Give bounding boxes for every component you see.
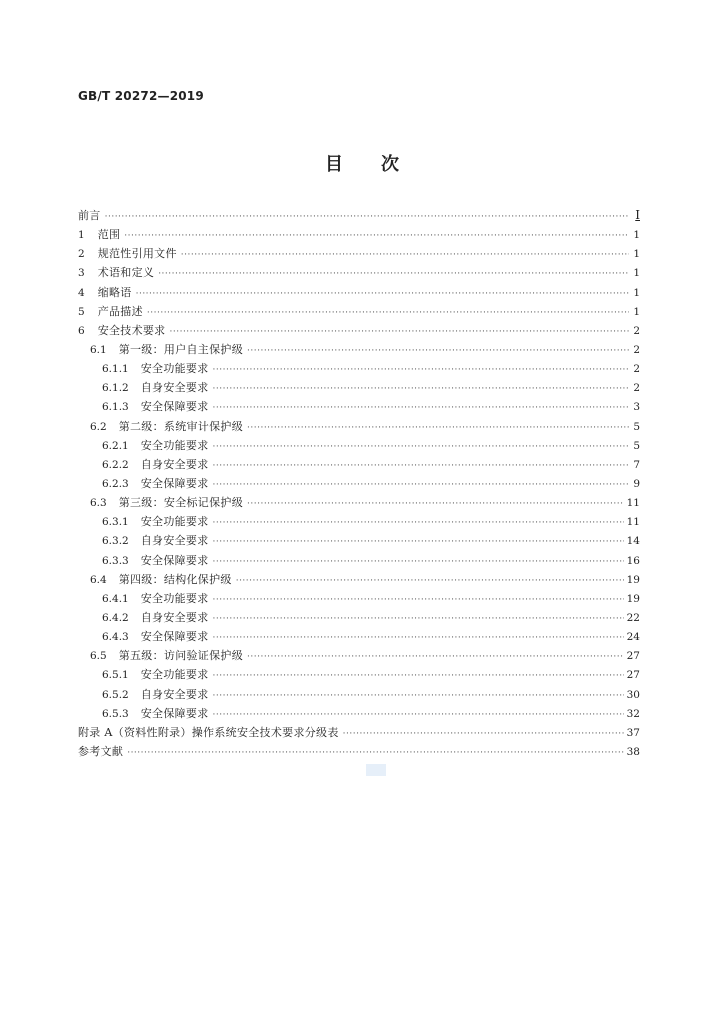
toc-entry-page: 7 [633, 458, 640, 471]
toc-entry-number: 6.3.3 [102, 554, 129, 567]
toc-entry-label: 术语和定义 [97, 266, 155, 280]
dot-leader [213, 438, 629, 457]
dot-leader [247, 648, 624, 667]
toc-entry-page: 1 [633, 248, 640, 261]
toc-entry-page: 24 [626, 631, 640, 644]
dot-leader [213, 553, 624, 572]
toc-entry[interactable] [78, 589, 640, 608]
toc-entry[interactable] [78, 627, 640, 646]
toc-entry-page: 5 [633, 439, 640, 452]
dot-leader [147, 304, 629, 323]
dot-leader [213, 476, 629, 495]
toc-entry-page: 3 [633, 401, 640, 414]
toc-entry-page: 1 [633, 286, 640, 299]
dot-leader [158, 265, 629, 284]
dot-leader [213, 399, 629, 418]
toc-entry-label: 安全保障要求 [140, 400, 209, 414]
dot-leader [124, 227, 629, 246]
dot-leader [247, 419, 629, 438]
toc-entry[interactable] [78, 646, 640, 665]
toc-entry-number: 6.2.3 [102, 477, 129, 490]
toc-entry-number: 6.3 [90, 497, 107, 510]
dot-leader [213, 457, 629, 476]
dot-leader [343, 725, 624, 744]
toc-entry-label: 第五级：访问验证保护级 [118, 649, 244, 663]
toc-entry-page: 2 [633, 324, 640, 337]
toc-entry[interactable] [78, 665, 640, 684]
table-of-contents [78, 206, 640, 761]
toc-entry-page: 11 [626, 497, 640, 510]
dot-leader [213, 629, 624, 648]
dot-leader [213, 667, 624, 686]
dot-leader [213, 380, 629, 399]
toc-entry-number: 6.5.1 [102, 669, 129, 682]
toc-entry-number: 6 [78, 324, 85, 337]
toc-entry-page: 37 [626, 726, 640, 739]
dot-leader [213, 591, 624, 610]
toc-entry-label: 产品描述 [97, 304, 143, 318]
toc-entry-label: 范围 [97, 228, 121, 242]
toc-entry-number: 3 [78, 267, 85, 280]
dot-leader [213, 687, 624, 706]
toc-entry-number: 6.2.1 [102, 439, 129, 452]
toc-entry-number: 6.4.1 [102, 592, 129, 605]
toc-entry[interactable] [78, 263, 640, 282]
toc-entry[interactable] [78, 397, 640, 416]
toc-entry-number: 6.3.1 [102, 516, 129, 529]
toc-entry[interactable] [78, 302, 640, 321]
toc-entry-number: 6.5.2 [102, 688, 129, 701]
toc-entry-label: 安全技术要求 [97, 323, 166, 337]
dot-leader [213, 514, 624, 533]
toc-entry[interactable] [78, 512, 640, 531]
toc-entry[interactable] [78, 283, 640, 302]
dot-leader [247, 495, 624, 514]
toc-entry-number: 6.3.2 [102, 535, 129, 548]
toc-entry-page: 19 [626, 592, 640, 605]
toc-entry-page: 27 [626, 669, 640, 682]
toc-entry-label: 安全保障要求 [140, 553, 209, 567]
dot-leader [213, 533, 624, 552]
toc-entry-number: 6.4 [90, 573, 107, 586]
toc-entry-page: 22 [626, 611, 640, 624]
toc-entry-page: 1 [633, 267, 640, 280]
toc-entry[interactable] [78, 704, 640, 723]
toc-entry-label: 第三级：安全标记保护级 [118, 496, 244, 510]
dot-leader [247, 342, 629, 361]
title-char-2: 次 [381, 154, 399, 175]
toc-entry-page: 11 [626, 516, 640, 529]
toc-entry[interactable] [78, 608, 640, 627]
toc-entry-label: 前言 [78, 209, 101, 222]
toc-entry-label: 自身安全要求 [140, 457, 209, 471]
toc-entry-page: 9 [633, 477, 640, 490]
toc-entry-page: 2 [633, 343, 640, 356]
title-char-1: 目 [325, 154, 343, 175]
toc-entry-page: 27 [626, 650, 640, 663]
toc-entry-label: 规范性引用文件 [97, 247, 177, 261]
toc-entry-label: 缩略语 [97, 285, 132, 299]
toc-entry[interactable] [78, 551, 640, 570]
toc-entry-number: 6.4.3 [102, 631, 129, 644]
page-title [0, 150, 724, 176]
toc-entry-number: 6.1.3 [102, 401, 129, 414]
toc-entry-page: 16 [626, 554, 640, 567]
toc-entry[interactable] [78, 455, 640, 474]
toc-entry-label: 自身安全要求 [140, 610, 209, 624]
toc-entry-label: 自身安全要求 [140, 381, 209, 395]
toc-entry-number: 1 [78, 229, 85, 242]
toc-entry-label: 安全功能要求 [140, 591, 209, 605]
toc-entry-number: 2 [78, 248, 85, 261]
toc-entry-page: 19 [626, 573, 640, 586]
dot-leader [136, 285, 629, 304]
toc-entry[interactable] [78, 570, 640, 589]
toc-entry[interactable] [78, 340, 640, 359]
dot-leader [181, 246, 629, 265]
toc-entry[interactable] [78, 723, 640, 742]
toc-entry-label: 附录 A（资料性附录）操作系统安全技术要求分级表 [78, 725, 339, 739]
toc-entry-number: 6.2.2 [102, 458, 129, 471]
toc-entry[interactable] [78, 417, 640, 436]
toc-entry-number: 6.5 [90, 650, 107, 663]
toc-entry-page: 1 [633, 305, 640, 318]
toc-entry-number: 6.1.1 [102, 363, 129, 376]
toc-entry-number: 6.1 [90, 343, 107, 356]
toc-entry-label: 安全功能要求 [140, 438, 209, 452]
toc-entry-page: Ⅰ [635, 208, 640, 222]
dot-leader [105, 208, 629, 227]
toc-entry-page: 1 [633, 229, 640, 242]
toc-entry[interactable] [78, 225, 640, 244]
toc-entry[interactable] [78, 206, 640, 225]
toc-entry[interactable] [78, 742, 640, 761]
toc-entry-label: 参考文献 [78, 744, 124, 758]
toc-entry-label: 安全保障要求 [140, 630, 209, 644]
dot-leader [213, 610, 624, 629]
toc-entry[interactable] [78, 493, 640, 512]
toc-entry-page: 2 [633, 363, 640, 376]
toc-entry-label: 第二级：系统审计保护级 [118, 419, 244, 433]
toc-entry-number: 4 [78, 286, 85, 299]
standard-code: GB/T 20272—2019 [78, 89, 204, 103]
toc-entry-label: 安全功能要求 [140, 362, 209, 376]
toc-entry-label: 安全保障要求 [140, 706, 209, 720]
toc-entry[interactable] [78, 531, 640, 550]
toc-entry[interactable] [78, 244, 640, 263]
dot-leader [213, 361, 629, 380]
toc-entry-label: 自身安全要求 [140, 687, 209, 701]
toc-entry-number: 6.4.2 [102, 611, 129, 624]
toc-entry-number: 5 [78, 305, 85, 318]
toc-entry-label: 自身安全要求 [140, 534, 209, 548]
toc-entry-label: 安全功能要求 [140, 668, 209, 682]
toc-entry-page: 14 [626, 535, 640, 548]
toc-entry-number: 6.2 [90, 420, 107, 433]
toc-entry-page: 32 [626, 707, 640, 720]
toc-entry-label: 第一级：用户自主保护级 [118, 342, 244, 356]
toc-entry[interactable] [78, 359, 640, 378]
toc-entry-page: 38 [626, 745, 640, 758]
toc-entry[interactable] [78, 474, 640, 493]
toc-entry-page: 2 [633, 382, 640, 395]
toc-entry[interactable] [78, 436, 640, 455]
toc-entry[interactable] [78, 685, 640, 704]
toc-entry-number: 6.1.2 [102, 382, 129, 395]
toc-entry-label: 第四级：结构化保护级 [118, 572, 232, 586]
toc-entry-page: 5 [633, 420, 640, 433]
dot-leader [236, 572, 624, 591]
toc-entry[interactable] [78, 321, 640, 340]
toc-entry-label: 安全功能要求 [140, 515, 209, 529]
toc-entry-number: 6.5.3 [102, 707, 129, 720]
dot-leader [127, 744, 623, 763]
toc-entry[interactable] [78, 378, 640, 397]
watermark-mark [366, 764, 386, 776]
toc-entry-label: 安全保障要求 [140, 476, 209, 490]
toc-entry-page: 30 [626, 688, 640, 701]
